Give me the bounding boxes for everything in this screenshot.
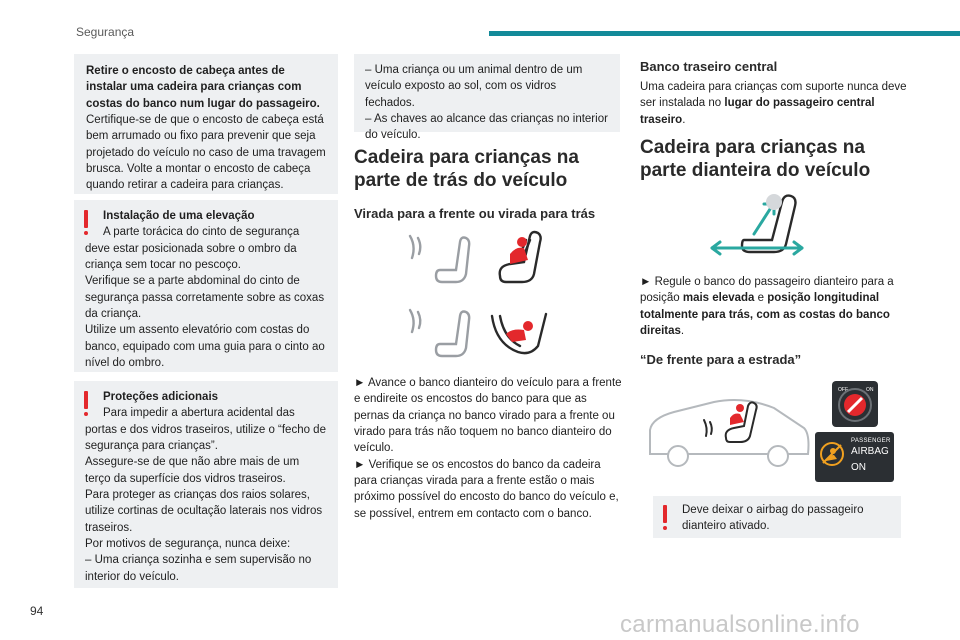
seat-adjust-illustration [702,190,812,260]
seat-icon [410,236,469,282]
section-heading-front: Cadeira para crianças na parte dianteira do veículo [640,137,871,182]
child-icon [506,321,533,342]
note-box-headrest [74,54,338,194]
text-run-bold: posição longitudinal totalmente para trás, com as costas do banco direitas [640,292,890,337]
warning-line: Para proteger as crianças dos raios solares, utilize cortinas de ocultação laterais nos vidros traseiros. [85,488,323,534]
car-icon [650,400,809,466]
subsection-heading-center: Banco traseiro central [640,59,778,74]
note-line: – As chaves ao alcance das crianças no interior do veículo. [365,112,608,142]
subsection-heading-orientation: Virada para a frente ou virada para trás [354,206,596,221]
warning-line: Assegure-se de que não abre mais de um terço da superfície dos vidros traseiros. [85,456,300,485]
warning-box-protections [74,381,338,588]
instruction-step: ► Verifique se os encostos do banco da cadeira para crianças virada para a frente estão o mais próximo possível do encosto do banco do veículo e, se possível, entrem em contacto com o banco. [354,458,619,520]
watermark: carmanualsonline.info [620,611,860,638]
warning-text: Deve deixar o airbag do passageiro dianteiro ativado. [682,504,864,533]
text-run: . [682,113,686,126]
text-run-bold: lugar do passageiro central traseiro [640,97,875,126]
instruction-step: ► Avance o banco dianteiro do veículo para a frente e endireite os encostos do banco para que as pernas da criança no banco virado para a frente ou virado para trás não toquem no banco dianteiro do veículo. [354,377,622,455]
note-line: – Uma criança ou um animal dentro de um veículo exposto ao sol, com os vidros fechados. [365,64,583,109]
text-run-bold: mais elevada [682,292,755,305]
warning-box-airbag [653,496,901,538]
knob-off-label: OFF [838,387,848,393]
warning-icon [662,505,668,531]
warning-box-booster [74,200,338,372]
rear-facing-seat-illustration [400,304,560,364]
passenger-airbag-panel [815,432,894,482]
warning-icon [83,391,89,417]
airbag-off-icon [819,441,845,467]
section-title: Segurança [76,25,135,39]
warning-line: Para impedir a abertura acidental das portas e dos vidros traseiros, utilize o “fecho de segurança para crianças”. [85,407,326,452]
airbag-panel-line1: PASSENGER [851,438,891,444]
warning-icon [83,210,89,236]
note-text: Certifique-se de que o encosto de cabeça está bem arrumado ou fixo para prevenir que seja projetado do veículo no caso de uma travagem brusca. Volte a montar o encosto de cabeça quando retirar a cadeira para crianças. [86,113,326,192]
front-seat-instruction [640,274,908,339]
page-number: 94 [30,604,44,618]
instructions-rear [354,375,622,522]
knob-on-label: ON [866,387,874,393]
header-accent-bar [489,31,960,36]
airbag-panel-line2: AIRBAG [851,446,889,457]
text-run: ► Regule o banco do passageiro dianteiro para a posição [640,276,894,305]
warning-line: Utilize um assento elevatório com costas do banco, equipado com uma guia para o cinto ao nível do ombro. [85,324,325,369]
warning-heading: Proteções adicionais [103,391,219,403]
note-heading: Retire o encosto de cabeça antes de instalar uma cadeira para crianças com costas do banco num lugar do passageiro. [86,65,320,110]
subsection-heading-forward: “De frente para a estrada” [640,352,802,367]
center-seat-text [640,79,908,128]
text-run: Uma cadeira para crianças com suporte nunca deve ser instalada no [640,81,907,110]
warning-line: A parte torácica do cinto de segurança deve estar posicionada sobre o ombro da criança sem tocar no pescoço. [85,226,300,271]
warning-heading: Instalação de uma elevação [103,210,255,222]
child-icon [730,404,744,425]
airbag-knob-icon [832,381,878,427]
warning-line: Verifique se a parte abdominal do cinto de segurança passa corretamente sobre as coxas da criança. [85,275,325,320]
headrest-marker [766,194,782,210]
warning-line: – Uma criança sozinha e sem supervisão no interior do veículo. [85,554,312,583]
seat-icon [410,310,469,356]
forward-facing-seat-illustration [400,230,560,290]
text-run: e [754,292,768,305]
airbag-panel-line3: ON [851,462,866,473]
warning-line: Por motivos de segurança, nunca deixe: [85,537,291,550]
text-run: . [680,324,685,337]
section-heading-rear: Cadeira para crianças na parte de trás do veículo [354,147,579,192]
car-child-seat-illustration [644,394,814,474]
note-box-continued [354,54,620,142]
